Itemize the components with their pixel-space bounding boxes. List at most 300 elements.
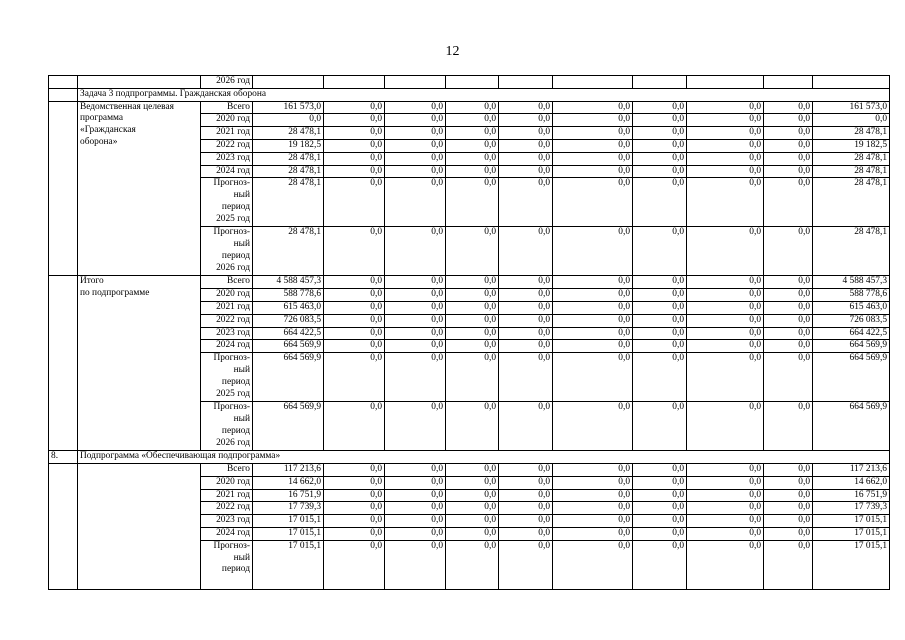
value-cell: 0,0 <box>553 301 633 314</box>
section-title: Подпрограмма «Обеспечивающая подпрограмма» <box>78 451 890 464</box>
value-cell: 0,0 <box>553 114 633 127</box>
forecast-label-line: ный <box>233 364 250 375</box>
value-cell: 0,0 <box>499 327 553 340</box>
value-cell: 0,0 <box>764 301 813 314</box>
table-body <box>49 76 890 590</box>
value-cell: 0,0 <box>499 489 553 502</box>
value-cell: 0,0 <box>687 127 764 140</box>
forecast-label-line: период <box>221 250 250 261</box>
value-cell: 0,0 <box>764 178 813 227</box>
value-cell: 0,0 <box>553 502 633 515</box>
value-cell: 0,0 <box>385 139 446 152</box>
value-cell: 0,0 <box>499 276 553 289</box>
value-cell: 0,0 <box>385 227 446 276</box>
value-cell: 0,0 <box>324 402 385 451</box>
value-cell: 161 573,0 <box>813 101 890 114</box>
value-cell: 0,0 <box>553 314 633 327</box>
value-cell: 0,0 <box>324 165 385 178</box>
forecast-label-line: ный <box>233 552 250 563</box>
value-cell: 0,0 <box>499 139 553 152</box>
value-cell: 0,0 <box>633 152 687 165</box>
value-cell: 0,0 <box>687 463 764 476</box>
value-cell: 0,0 <box>553 276 633 289</box>
value-cell: 0,0 <box>385 402 446 451</box>
index-cell <box>49 101 78 276</box>
value-cell: 117 213,6 <box>813 463 890 476</box>
year-label-cell: Всего <box>201 463 253 476</box>
value-cell: 0,0 <box>687 314 764 327</box>
value-cell: 0,0 <box>687 402 764 451</box>
name-cell <box>78 276 201 451</box>
value-cell: 0,0 <box>687 515 764 528</box>
value-cell: 28 478,1 <box>813 152 890 165</box>
value-cell: 0,0 <box>385 178 446 227</box>
value-cell: 0,0 <box>446 540 499 589</box>
value-cell: 0,0 <box>553 463 633 476</box>
year-label-cell: Всего <box>201 276 253 289</box>
table-row <box>49 276 890 289</box>
value-cell: 0,0 <box>633 114 687 127</box>
forecast-label-cell <box>201 402 253 451</box>
value-cell: 0,0 <box>553 402 633 451</box>
value-cell: 0,0 <box>633 327 687 340</box>
forecast-label-line: 2026 год <box>216 262 250 273</box>
value-cell: 0,0 <box>553 127 633 140</box>
value-cell: 0,0 <box>324 340 385 353</box>
value-cell: 664 569,9 <box>813 402 890 451</box>
value-cell: 0,0 <box>553 289 633 302</box>
value-cell: 0,0 <box>385 127 446 140</box>
forecast-label-line: Прогноз- <box>213 402 250 413</box>
value-cell: 0,0 <box>764 101 813 114</box>
value-cell: 0,0 <box>687 540 764 589</box>
value-cell: 0,0 <box>253 114 324 127</box>
value-cell <box>499 76 553 89</box>
value-cell: 28 478,1 <box>253 127 324 140</box>
forecast-label-line: Прогноз- <box>213 540 250 551</box>
value-cell: 0,0 <box>633 476 687 489</box>
value-cell: 0,0 <box>446 289 499 302</box>
value-cell <box>253 76 324 89</box>
value-cell: 0,0 <box>687 327 764 340</box>
value-cell: 0,0 <box>499 289 553 302</box>
value-cell <box>553 76 633 89</box>
value-cell: 0,0 <box>499 515 553 528</box>
forecast-label-cell <box>201 540 253 589</box>
year-label-cell: 2022 год <box>201 139 253 152</box>
value-cell: 0,0 <box>687 276 764 289</box>
value-cell: 726 083,5 <box>253 314 324 327</box>
value-cell: 117 213,6 <box>253 463 324 476</box>
value-cell: 0,0 <box>553 327 633 340</box>
value-cell: 17 015,1 <box>253 515 324 528</box>
value-cell: 0,0 <box>633 463 687 476</box>
forecast-label-cell <box>201 178 253 227</box>
value-cell: 0,0 <box>446 515 499 528</box>
value-cell: 0,0 <box>687 152 764 165</box>
value-cell: 0,0 <box>385 152 446 165</box>
value-cell: 0,0 <box>324 152 385 165</box>
value-cell: 0,0 <box>687 114 764 127</box>
forecast-label-line: период <box>221 376 250 387</box>
value-cell: 0,0 <box>764 127 813 140</box>
value-cell: 0,0 <box>633 489 687 502</box>
value-cell: 0,0 <box>324 463 385 476</box>
value-cell: 0,0 <box>446 276 499 289</box>
value-cell: 17 015,1 <box>813 515 890 528</box>
value-cell: 0,0 <box>553 540 633 589</box>
value-cell: 0,0 <box>764 276 813 289</box>
value-cell: 0,0 <box>385 114 446 127</box>
value-cell: 17 015,1 <box>813 540 890 589</box>
value-cell: 0,0 <box>764 289 813 302</box>
forecast-label-line: 2025 год <box>216 213 250 224</box>
value-cell: 0,0 <box>446 489 499 502</box>
value-cell <box>813 76 890 89</box>
value-cell: 0,0 <box>385 540 446 589</box>
value-cell: 0,0 <box>324 527 385 540</box>
value-cell: 0,0 <box>764 540 813 589</box>
value-cell: 0,0 <box>764 165 813 178</box>
value-cell: 0,0 <box>633 165 687 178</box>
section-row <box>49 88 890 101</box>
value-cell: 17 015,1 <box>253 540 324 589</box>
value-cell: 0,0 <box>324 276 385 289</box>
value-cell: 0,0 <box>553 515 633 528</box>
value-cell: 28 478,1 <box>253 165 324 178</box>
value-cell: 0,0 <box>633 402 687 451</box>
value-cell <box>385 76 446 89</box>
value-cell: 0,0 <box>499 476 553 489</box>
index-cell <box>49 463 78 589</box>
value-cell: 0,0 <box>764 502 813 515</box>
value-cell: 17 015,1 <box>813 527 890 540</box>
value-cell: 0,0 <box>446 353 499 402</box>
value-cell: 0,0 <box>687 340 764 353</box>
value-cell: 0,0 <box>385 165 446 178</box>
value-cell: 0,0 <box>324 289 385 302</box>
value-cell: 0,0 <box>324 301 385 314</box>
forecast-label-line: Прогноз- <box>213 353 250 364</box>
value-cell: 0,0 <box>324 327 385 340</box>
year-label-cell: 2022 год <box>201 502 253 515</box>
value-cell: 0,0 <box>324 139 385 152</box>
section-index: 8. <box>49 451 78 464</box>
value-cell: 0,0 <box>446 178 499 227</box>
name-line: программа <box>80 113 124 124</box>
value-cell: 0,0 <box>446 327 499 340</box>
forecast-label-cell <box>201 227 253 276</box>
value-cell: 0,0 <box>499 340 553 353</box>
value-cell: 0,0 <box>764 114 813 127</box>
value-cell: 28 478,1 <box>253 152 324 165</box>
value-cell: 17 015,1 <box>253 527 324 540</box>
value-cell: 28 478,1 <box>253 227 324 276</box>
value-cell: 0,0 <box>764 139 813 152</box>
value-cell: 0,0 <box>633 139 687 152</box>
value-cell: 16 751,9 <box>813 489 890 502</box>
value-cell: 588 778,6 <box>253 289 324 302</box>
table-row <box>49 463 890 476</box>
value-cell: 0,0 <box>385 276 446 289</box>
section-row <box>49 451 890 464</box>
forecast-label-line: ный <box>233 239 250 250</box>
value-cell: 0,0 <box>553 527 633 540</box>
name-line: «Гражданская <box>80 125 136 136</box>
value-cell: 0,0 <box>446 314 499 327</box>
value-cell: 664 569,9 <box>813 340 890 353</box>
value-cell <box>633 76 687 89</box>
value-cell: 0,0 <box>446 463 499 476</box>
value-cell: 0,0 <box>687 301 764 314</box>
value-cell: 0,0 <box>499 527 553 540</box>
value-cell: 0,0 <box>553 139 633 152</box>
page-number: 12 <box>445 44 460 59</box>
year-label-cell: Всего <box>201 101 253 114</box>
index-cell <box>49 88 78 101</box>
value-cell: 0,0 <box>633 227 687 276</box>
value-cell: 4 588 457,3 <box>253 276 324 289</box>
value-cell: 0,0 <box>446 139 499 152</box>
forecast-label-line: 2026 год <box>216 437 250 448</box>
value-cell: 19 182,5 <box>813 139 890 152</box>
value-cell: 0,0 <box>553 178 633 227</box>
value-cell: 0,0 <box>324 489 385 502</box>
value-cell: 664 422,5 <box>253 327 324 340</box>
value-cell: 0,0 <box>764 340 813 353</box>
value-cell: 0,0 <box>499 178 553 227</box>
name-cell <box>78 76 201 89</box>
value-cell: 0,0 <box>446 227 499 276</box>
index-cell <box>49 76 78 89</box>
value-cell: 0,0 <box>499 101 553 114</box>
value-cell: 0,0 <box>553 340 633 353</box>
value-cell: 0,0 <box>385 101 446 114</box>
value-cell: 0,0 <box>687 227 764 276</box>
value-cell: 0,0 <box>633 276 687 289</box>
value-cell: 0,0 <box>385 502 446 515</box>
value-cell: 0,0 <box>633 515 687 528</box>
value-cell: 4 588 457,3 <box>813 276 890 289</box>
table-row <box>49 101 890 114</box>
forecast-label-line: Прогноз- <box>213 227 250 238</box>
value-cell: 0,0 <box>553 476 633 489</box>
value-cell: 0,0 <box>324 476 385 489</box>
value-cell <box>324 76 385 89</box>
value-cell: 0,0 <box>385 489 446 502</box>
name-cell <box>78 463 201 589</box>
value-cell: 664 569,9 <box>253 402 324 451</box>
value-cell: 0,0 <box>385 327 446 340</box>
value-cell: 0,0 <box>633 527 687 540</box>
value-cell: 0,0 <box>553 489 633 502</box>
forecast-label-line: период <box>221 425 250 436</box>
value-cell: 0,0 <box>446 165 499 178</box>
value-cell: 0,0 <box>633 101 687 114</box>
name-line: Итого <box>80 276 104 287</box>
value-cell: 0,0 <box>499 502 553 515</box>
value-cell: 28 478,1 <box>253 178 324 227</box>
value-cell: 0,0 <box>385 340 446 353</box>
value-cell: 0,0 <box>764 489 813 502</box>
table-row <box>49 76 890 89</box>
value-cell: 0,0 <box>633 127 687 140</box>
budget-table <box>48 75 890 590</box>
value-cell: 0,0 <box>764 476 813 489</box>
value-cell: 0,0 <box>499 314 553 327</box>
value-cell: 0,0 <box>385 353 446 402</box>
year-label-cell: 2021 год <box>201 301 253 314</box>
value-cell: 664 422,5 <box>813 327 890 340</box>
year-label-cell: 2020 год <box>201 114 253 127</box>
value-cell <box>446 76 499 89</box>
value-cell: 14 662,0 <box>253 476 324 489</box>
name-line: Ведомственная целевая <box>80 101 174 112</box>
value-cell: 0,0 <box>633 178 687 227</box>
value-cell: 0,0 <box>499 463 553 476</box>
value-cell: 14 662,0 <box>813 476 890 489</box>
value-cell: 0,0 <box>499 227 553 276</box>
value-cell: 16 751,9 <box>253 489 324 502</box>
value-cell: 0,0 <box>499 127 553 140</box>
value-cell: 0,0 <box>764 152 813 165</box>
year-label-cell: 2021 год <box>201 127 253 140</box>
value-cell: 0,0 <box>687 178 764 227</box>
value-cell: 0,0 <box>687 489 764 502</box>
value-cell: 0,0 <box>633 540 687 589</box>
value-cell: 0,0 <box>446 301 499 314</box>
value-cell: 0,0 <box>324 127 385 140</box>
year-label-cell: 2023 год <box>201 327 253 340</box>
value-cell <box>687 76 764 89</box>
value-cell: 0,0 <box>446 340 499 353</box>
name-cell <box>78 101 201 276</box>
value-cell: 0,0 <box>385 463 446 476</box>
value-cell: 0,0 <box>633 301 687 314</box>
value-cell: 0,0 <box>324 227 385 276</box>
value-cell: 0,0 <box>324 515 385 528</box>
forecast-label-line: Прогноз- <box>213 178 250 189</box>
value-cell: 0,0 <box>446 152 499 165</box>
value-cell: 0,0 <box>385 289 446 302</box>
value-cell: 0,0 <box>764 402 813 451</box>
value-cell: 726 083,5 <box>813 314 890 327</box>
value-cell: 0,0 <box>385 476 446 489</box>
value-cell: 0,0 <box>385 515 446 528</box>
year-label-cell: 2020 год <box>201 476 253 489</box>
value-cell: 0,0 <box>553 152 633 165</box>
value-cell: 0,0 <box>687 527 764 540</box>
forecast-label-line: период <box>221 201 250 212</box>
value-cell: 17 739,3 <box>253 502 324 515</box>
value-cell: 0,0 <box>687 353 764 402</box>
value-cell: 28 478,1 <box>813 165 890 178</box>
value-cell: 0,0 <box>446 527 499 540</box>
value-cell: 19 182,5 <box>253 139 324 152</box>
value-cell: 0,0 <box>633 289 687 302</box>
value-cell: 0,0 <box>446 402 499 451</box>
value-cell: 0,0 <box>764 463 813 476</box>
value-cell: 0,0 <box>764 353 813 402</box>
value-cell: 0,0 <box>446 127 499 140</box>
value-cell: 0,0 <box>385 301 446 314</box>
value-cell: 0,0 <box>385 527 446 540</box>
value-cell: 0,0 <box>499 353 553 402</box>
forecast-label-line: период <box>221 564 250 575</box>
value-cell: 28 478,1 <box>813 127 890 140</box>
year-label-cell: 2023 год <box>201 152 253 165</box>
value-cell: 0,0 <box>385 314 446 327</box>
year-label-cell: 2024 год <box>201 527 253 540</box>
value-cell: 0,0 <box>499 152 553 165</box>
value-cell: 0,0 <box>687 476 764 489</box>
value-cell: 0,0 <box>687 165 764 178</box>
value-cell: 0,0 <box>324 178 385 227</box>
value-cell: 0,0 <box>764 527 813 540</box>
value-cell: 0,0 <box>499 114 553 127</box>
year-label-cell: 2026 год <box>201 76 253 89</box>
value-cell: 28 478,1 <box>813 227 890 276</box>
value-cell: 0,0 <box>446 476 499 489</box>
value-cell: 588 778,6 <box>813 289 890 302</box>
name-line: оборона» <box>80 136 118 147</box>
value-cell: 0,0 <box>553 165 633 178</box>
year-label-cell: 2023 год <box>201 515 253 528</box>
value-cell: 0,0 <box>764 227 813 276</box>
value-cell: 664 569,9 <box>813 353 890 402</box>
value-cell: 0,0 <box>764 515 813 528</box>
forecast-label-line: ный <box>233 190 250 201</box>
value-cell: 0,0 <box>499 402 553 451</box>
value-cell: 615 463,0 <box>813 301 890 314</box>
value-cell: 615 463,0 <box>253 301 324 314</box>
forecast-label-cell <box>201 353 253 402</box>
value-cell: 0,0 <box>324 353 385 402</box>
value-cell: 0,0 <box>764 314 813 327</box>
value-cell: 0,0 <box>499 165 553 178</box>
value-cell: 0,0 <box>687 289 764 302</box>
value-cell: 0,0 <box>687 139 764 152</box>
value-cell <box>764 76 813 89</box>
year-label-cell: 2020 год <box>201 289 253 302</box>
value-cell: 0,0 <box>553 101 633 114</box>
year-label-cell: 2024 год <box>201 340 253 353</box>
value-cell: 0,0 <box>446 502 499 515</box>
year-label-cell: 2024 год <box>201 165 253 178</box>
value-cell: 0,0 <box>764 327 813 340</box>
value-cell: 0,0 <box>324 314 385 327</box>
value-cell: 161 573,0 <box>253 101 324 114</box>
value-cell: 664 569,9 <box>253 353 324 402</box>
year-label-cell: 2021 год <box>201 489 253 502</box>
section-title: Задача 3 подпрограммы. Гражданская оборона <box>78 88 890 101</box>
value-cell: 0,0 <box>446 114 499 127</box>
value-cell: 0,0 <box>324 540 385 589</box>
value-cell: 664 569,9 <box>253 340 324 353</box>
value-cell: 17 739,3 <box>813 502 890 515</box>
value-cell: 0,0 <box>633 353 687 402</box>
index-cell <box>49 276 78 451</box>
forecast-label-line: ный <box>233 413 250 424</box>
value-cell: 0,0 <box>687 502 764 515</box>
value-cell: 0,0 <box>633 502 687 515</box>
value-cell: 0,0 <box>633 314 687 327</box>
forecast-label-line: 2025 год <box>216 388 250 399</box>
value-cell: 0,0 <box>813 114 890 127</box>
year-label-cell: 2022 год <box>201 314 253 327</box>
value-cell: 0,0 <box>687 101 764 114</box>
value-cell: 0,0 <box>499 301 553 314</box>
